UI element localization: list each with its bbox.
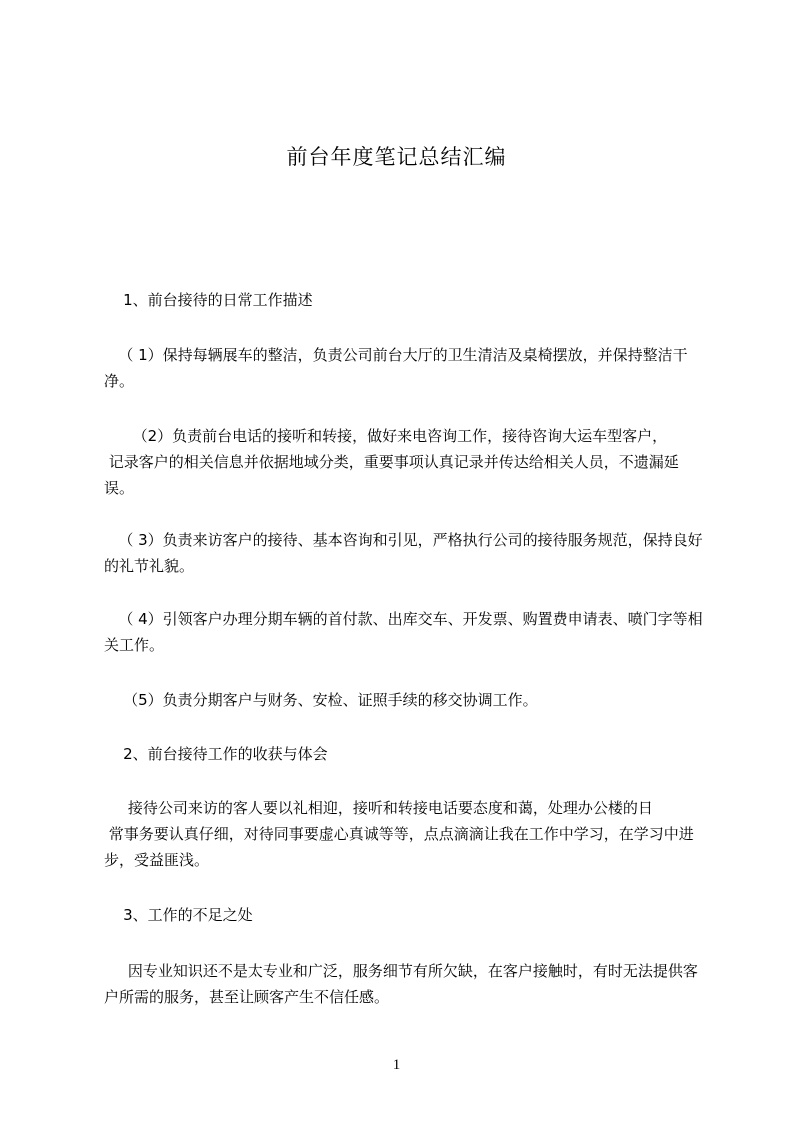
paragraph-6: 接待公司来访的客人要以礼相迎，接听和转接电话要态度和蔼，处理办公楼的日 常事务要认真仔细，对待同事要虚心真诚等等，点点滴滴让我在工作中学习，在学习中进步，受益匪浅。 bbox=[104, 799, 694, 869]
paragraph-1: （ 1）保持每辆展车的整洁，负责公司前台大厅的卫生清洁及桌椅摆放，并保持整洁干净。 bbox=[104, 346, 688, 390]
paragraph-3: （ 3）负责来访客户的接待、基本咨询和引见，严格执行公司的接待服务规范，保持良好的礼节礼貌。 bbox=[104, 531, 703, 575]
paragraph-2: （2）负责前台电话的接听和转接，做好来电咨询工作，接待咨询大运车型客户， 记录客户的相关信息并依据地域分类，重要事项认真记录并传达给相关人员，不遗漏延误。 bbox=[104, 427, 679, 497]
page-number: 1 bbox=[392, 1057, 401, 1073]
paragraph-5: （5）负责分期客户与财务、安检、证照手续的移交协调工作。 bbox=[104, 691, 538, 709]
paragraph-7: 因专业知识还不是太专业和广泛，服务细节有所欠缺，在客户接触时，有时无法提供客户所需的服务，甚至让顾客产生不信任感。 bbox=[104, 962, 698, 1006]
section-heading-3: 3、工作的不足之处 bbox=[104, 906, 253, 924]
paragraph-4: （ 4）引领客户办理分期车辆的首付款、出库交车、开发票、购置费申请表、喷门字等相关工作。 bbox=[104, 610, 703, 654]
section-heading-1: 1、前台接待的日常工作描述 bbox=[104, 291, 313, 309]
document-title: 前台年度笔记总结汇编 bbox=[286, 145, 507, 169]
section-heading-2: 2、前台接待工作的收获与体会 bbox=[104, 745, 328, 763]
